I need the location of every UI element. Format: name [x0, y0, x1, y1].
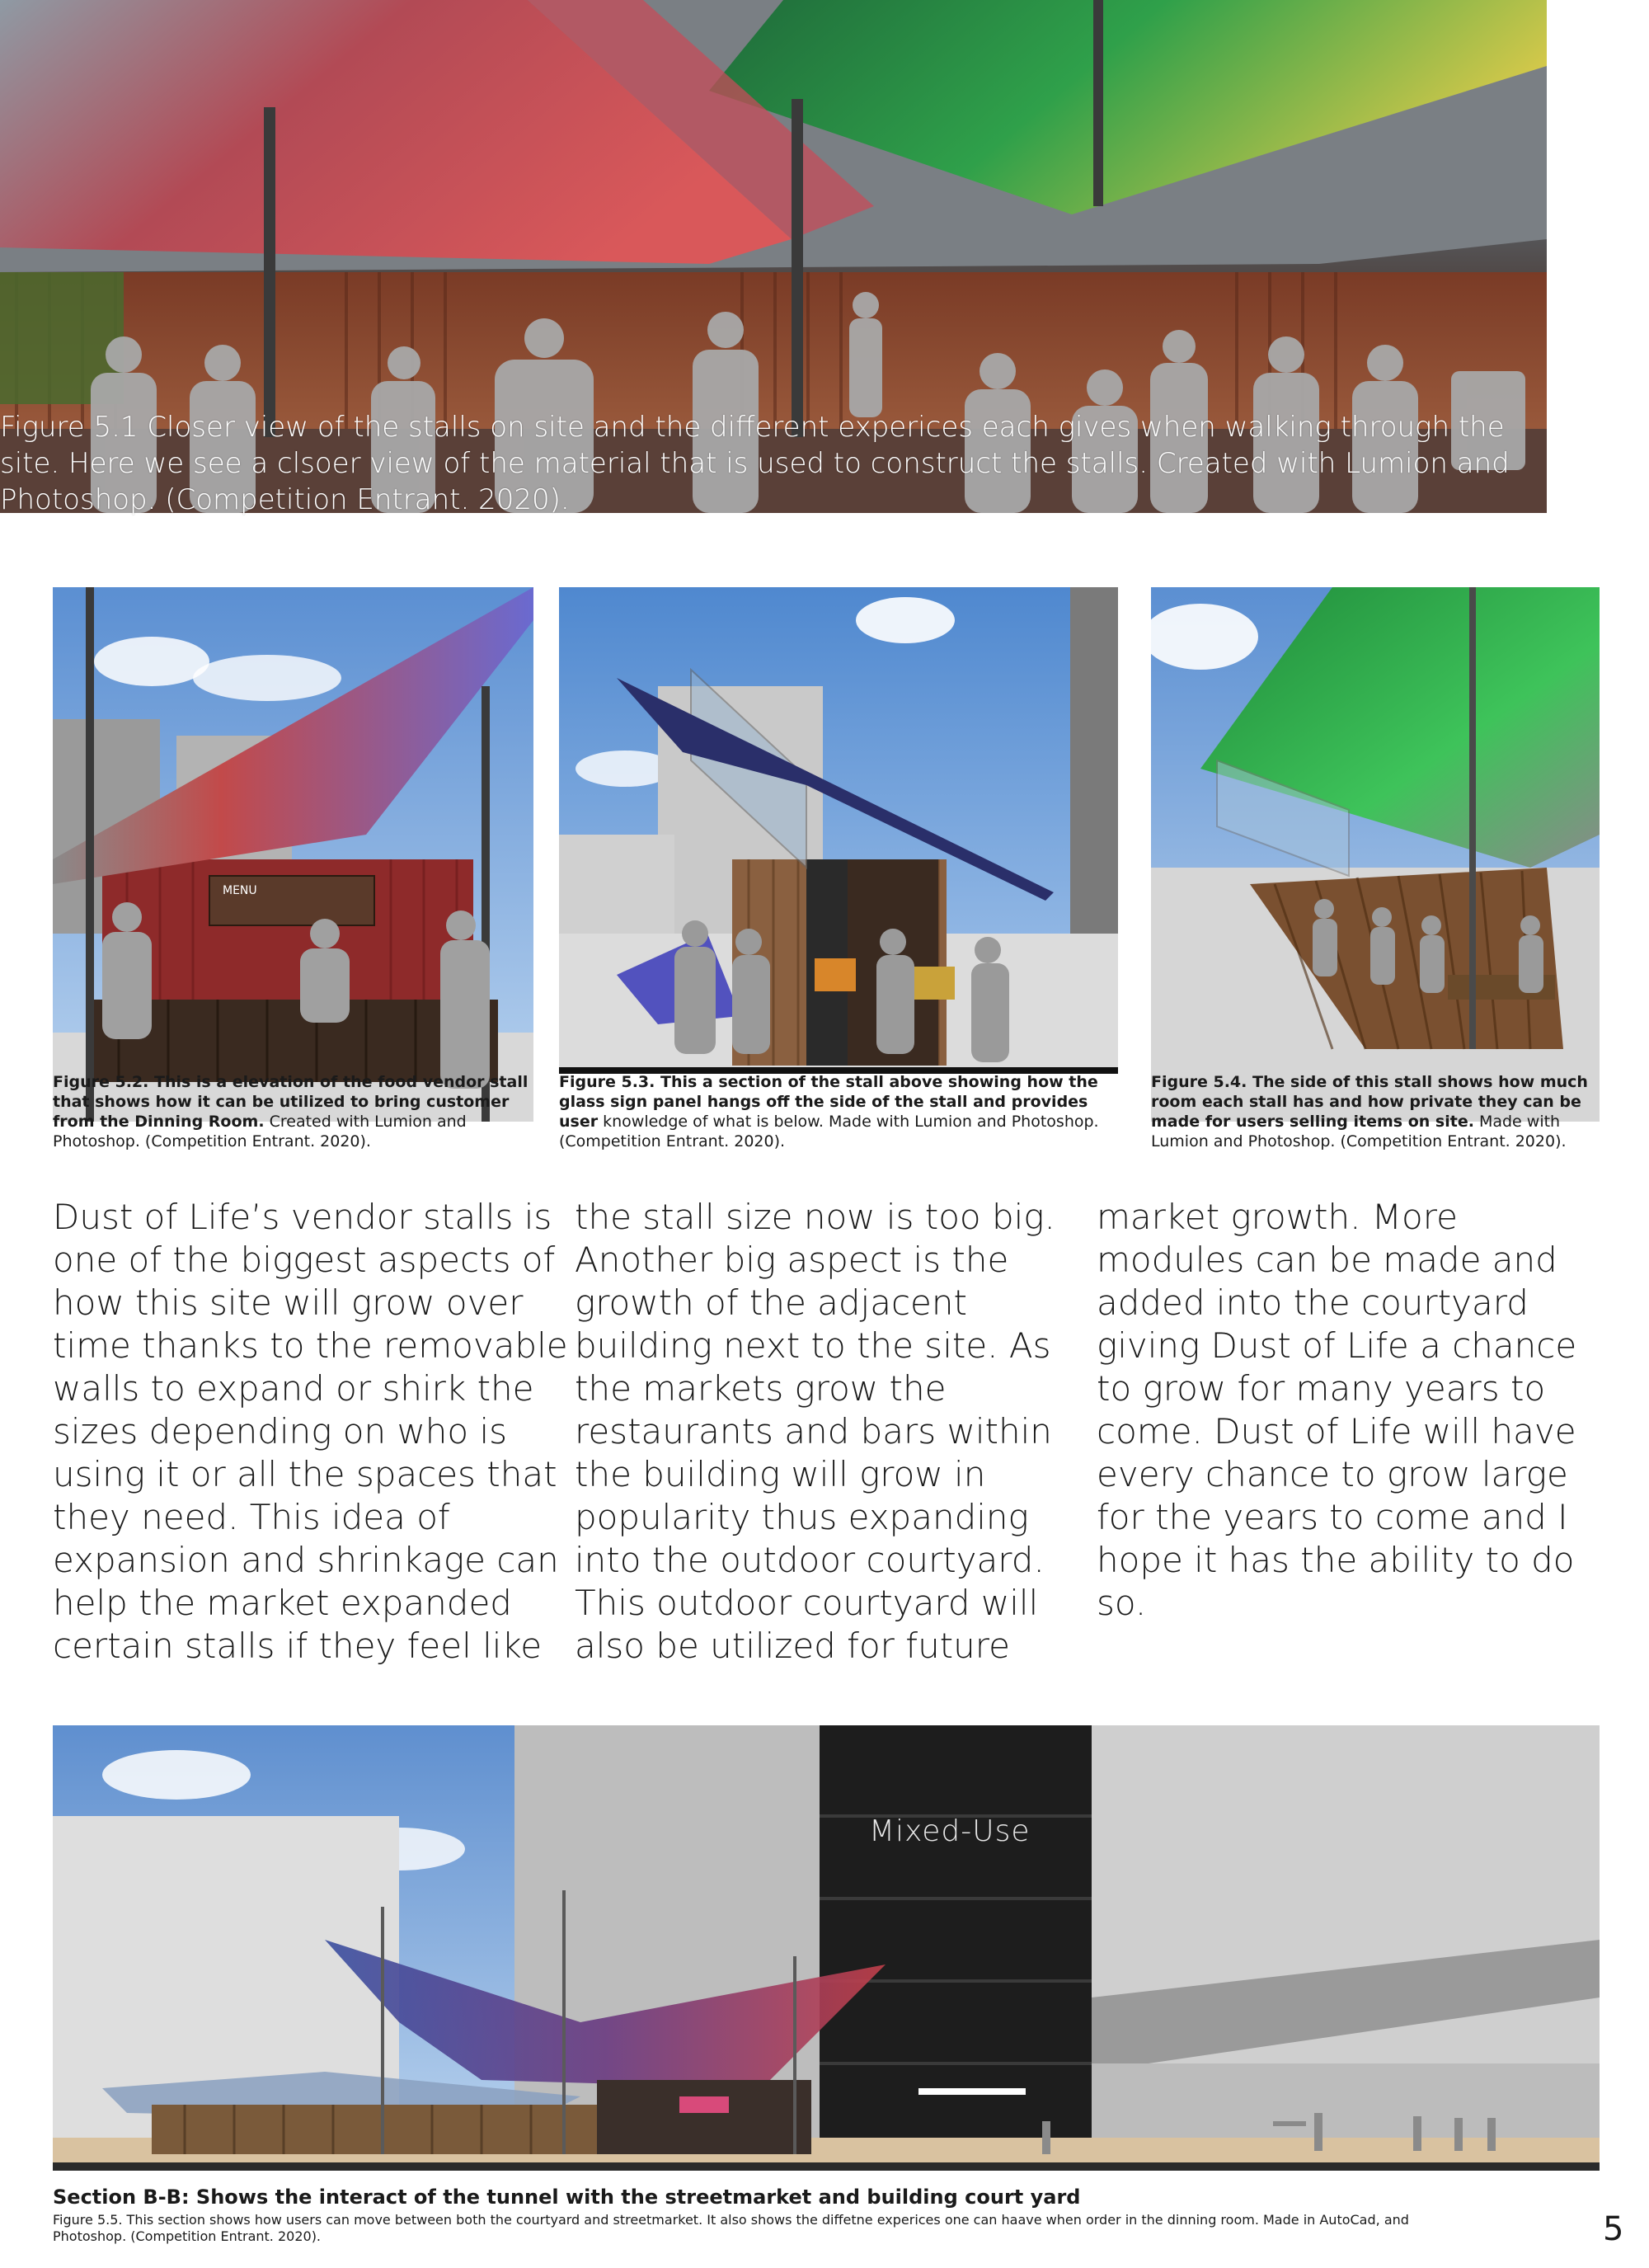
- figure-5-3-render: [559, 587, 1118, 1074]
- figure-5-4-caption-bold: Figure 5.4. The side of this stall shows how much room each stall has and how private they can be made for users selling items on site.: [1151, 1073, 1588, 1131]
- figure-5-2-caption: [53, 1072, 547, 1151]
- body-text-column-1: Dust of Life’s vendor stalls is one of the biggest aspects of how this site will grow over time thanks to the removable walls to expand or shirk the sizes depending on who is using it or all the spaces that they need. This idea of expansion and shrinkage can help the market expanded certain stalls if they feel like: [53, 1197, 568, 1666]
- page-number: 5: [1603, 2210, 1624, 2248]
- figure-5-3-caption-rest: knowledge of what is below. Made with Lumion and Photoshop. (Competition Entrant. 2020).: [559, 1113, 1099, 1150]
- body-text-column-3: market growth. More modules can be made and added into the courtyard giving Dust of Life a chance to grow for many years to come. Dust of Life will have every chance to grow large for the years to come and I hope it has the ability to do so.: [1097, 1197, 1577, 1623]
- figure-5-1-render: [0, 0, 1547, 516]
- figure-5-3-caption-bold: Figure 5.3. This a section of the stall above showing how the glass sign panel hangs off the side of the stall and provides user: [559, 1073, 1098, 1131]
- mixed-use-building-label: Mixed-Use: [869, 1814, 1031, 1848]
- section-b-b-title: Section B-B: Shows the interact of the tunnel with the streetmarket and building court yard: [53, 2186, 1081, 2209]
- figure-5-4-render: [1151, 587, 1600, 1122]
- figure-5-2-caption-bold: Figure 5.2. This is a elevation of the food vendor stall that shows how it can be utilized to bring customer from the Dinning Room.: [53, 1073, 529, 1131]
- figure-5-2-render: [53, 587, 533, 1122]
- figure-5-1-caption: Figure 5.1 Closer view of the stalls on site and the different experices each gives when walking through the site. Here we see a clsoer view of the material that is used to construct the stalls. Created with Lumion and Photoshop. (Competition Entrant. 2020).: [0, 411, 1510, 516]
- section-b-b-render: [53, 1725, 1600, 2171]
- section-b-b-illustration: [53, 1725, 1600, 2171]
- figure-5-3-illustration: [559, 587, 1118, 1074]
- figure-5-2-illustration: [53, 587, 533, 1122]
- section-b-b-caption: Figure 5.5. This section shows how users can move between both the courtyard and streetmarket. It also shows the diffetne experices one can haave when order in the dinning room. Made in AutoCad, and Photoshop. (Competition Entrant. 2020).: [53, 2212, 1409, 2244]
- figure-5-4-illustration: [1151, 587, 1600, 1122]
- figure-5-4-caption: [1151, 1072, 1613, 1151]
- figure-5-3-caption: [559, 1072, 1128, 1151]
- figure-5-2-caption-rest: Created with Lumion and Photoshop. (Competition Entrant. 2020).: [53, 1113, 467, 1150]
- figure-5-4-caption-rest: Made with Lumion and Photoshop. (Competition Entrant. 2020).: [1151, 1113, 1567, 1150]
- menu-sign: MENU: [223, 884, 257, 897]
- body-text-column-2: the stall size now is too big. Another big aspect is the growth of the adjacent building next to the site. As the markets grow the restaurants and bars within the building will grow in popularity thus expanding into the outdoor courtyard. This outdoor courtyard will also be utilized for future: [575, 1197, 1055, 1666]
